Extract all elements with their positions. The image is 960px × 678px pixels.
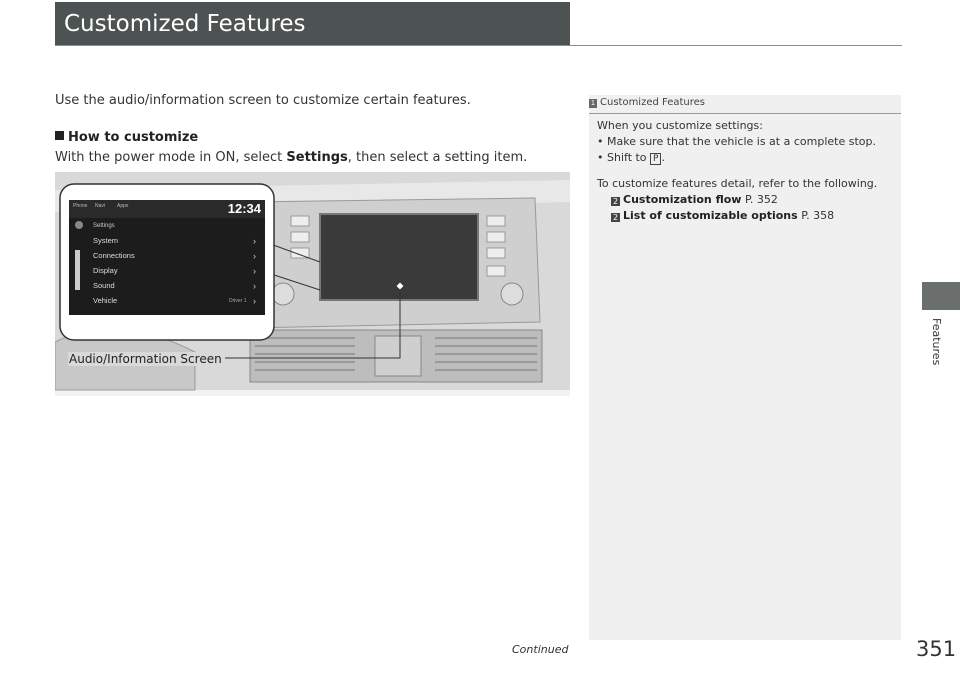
note-heading-text: Customized Features <box>600 97 706 108</box>
instruction-settings: Settings <box>286 150 348 165</box>
note-bullet2: • Shift to P . <box>597 151 665 164</box>
note-rule <box>589 113 901 114</box>
screen-menu-connections[interactable]: Connections <box>93 251 135 260</box>
instruction-text <box>55 150 527 165</box>
ref1-page: P. 352 <box>744 193 778 206</box>
note-line2: To customize features detail, refer to the following. <box>597 177 878 190</box>
note-body <box>597 118 893 224</box>
note-heading <box>589 97 901 108</box>
ref2-page: P. 358 <box>801 209 835 222</box>
callout-label: Audio/Information Screen <box>69 352 222 366</box>
title-rule <box>55 45 902 46</box>
phone-icon: Phone <box>73 203 88 209</box>
note-bullet2-pre: Shift to <box>607 151 651 164</box>
screen-menu-display[interactable]: Display <box>93 266 118 275</box>
section-heading <box>55 130 198 145</box>
note-line1: When you customize settings: <box>597 119 763 132</box>
settings-gear-icon <box>75 221 83 229</box>
section-heading-text: How to customize <box>68 130 199 145</box>
instruction-post: , then select a setting item. <box>347 150 528 165</box>
note-bullet1: • Make sure that the vehicle is at a complete stop. <box>597 135 876 148</box>
screen-menu-sound[interactable]: Sound <box>93 281 115 290</box>
apps-icon: Apps <box>117 203 129 209</box>
screen-menu-vehicle[interactable]: Vehicle <box>93 296 118 305</box>
ref-customizable-options[interactable] <box>597 208 893 224</box>
park-key: P <box>650 153 661 165</box>
zoomed-screen <box>69 200 265 315</box>
screen-settings-header: Settings <box>93 223 115 229</box>
reference-arrow-icon: 2 <box>612 213 619 222</box>
ref2-title: List of customizable options <box>623 209 798 222</box>
square-bullet-icon <box>55 131 64 140</box>
screen-scrollbar <box>75 250 80 290</box>
ref-customization-flow[interactable] <box>597 192 893 208</box>
page-title: Customized Features <box>55 2 570 46</box>
ref1-title: Customization flow <box>623 193 742 206</box>
side-tab-label: Features <box>930 318 943 366</box>
note-icon: 1 <box>590 99 596 107</box>
side-tab <box>922 282 960 310</box>
screen-menu-system[interactable]: System <box>93 236 119 245</box>
page-number: 351 <box>916 637 957 661</box>
note-bullet2-post: . <box>661 151 665 164</box>
vehicle-detail: Driver 1 <box>229 298 247 304</box>
continued-label: Continued <box>512 643 569 656</box>
clock: 12:34 <box>227 201 261 216</box>
navi-icon: Navi <box>95 203 106 209</box>
intro-text: Use the audio/information screen to customize certain features. <box>55 93 471 108</box>
chevron-right-icon: › › › › › <box>253 236 256 306</box>
reference-arrow-icon: 2 <box>612 197 619 206</box>
note-bullet1-text: Make sure that the vehicle is at a complete stop. <box>607 135 876 148</box>
instruction-pre: With the power mode in ON, select <box>55 150 287 165</box>
